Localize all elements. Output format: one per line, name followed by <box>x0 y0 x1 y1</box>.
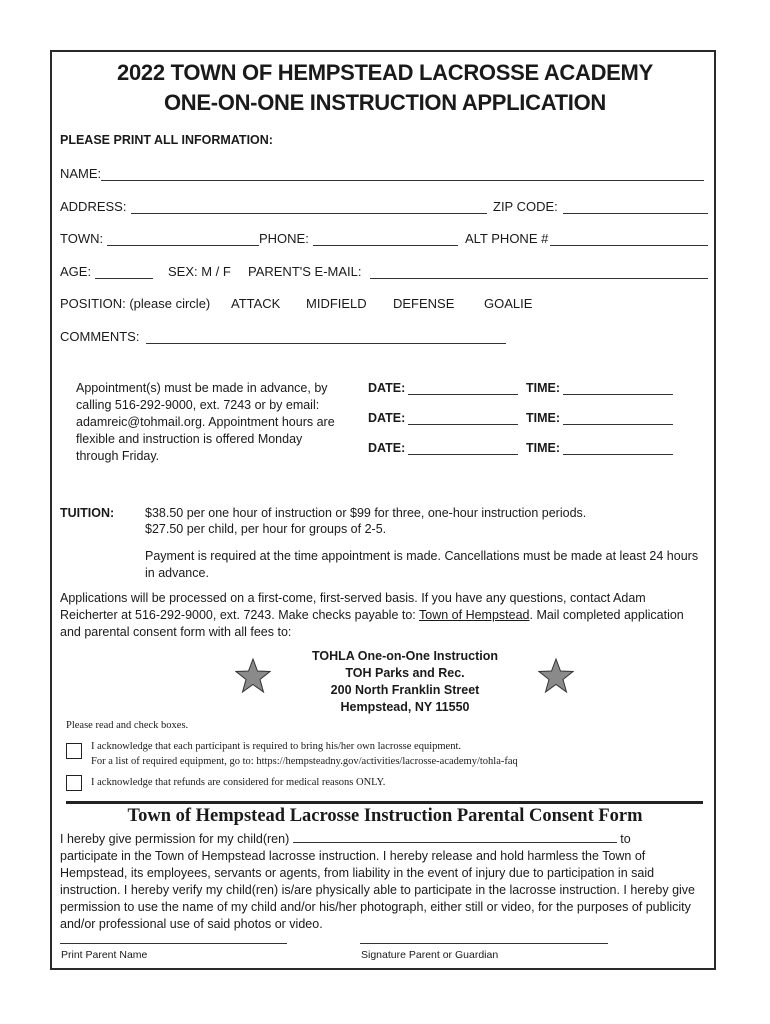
equipment-ack-text: I acknowledge that each participant is required to bring his/her own lacrosse equipment. <box>91 741 462 752</box>
date-field-1[interactable] <box>408 394 518 395</box>
applications-text-after: . Mail completed application and parental consent form with all fees to: <box>60 608 684 639</box>
mailing-line2: TOH Parks and Rec. <box>345 666 465 680</box>
date-field-3[interactable] <box>408 454 518 455</box>
position-goalie[interactable]: GOALIE <box>484 296 533 311</box>
position-label: POSITION: (please circle) <box>60 296 211 311</box>
phone-label: PHONE: <box>259 231 309 246</box>
star-icon <box>235 658 271 694</box>
mailing-line1: TOHLA One-on-One Instruction <box>311 649 499 663</box>
consent-title: Town of Hempstead Lacrosse Instruction Parental Consent Form <box>127 806 643 826</box>
signature-field[interactable] <box>360 943 608 944</box>
age-label: AGE: <box>60 264 92 279</box>
tuition-line1: $38.50 per one hour of instruction or $99 for three, one-hour instruction periods. <box>145 506 587 520</box>
date-label-2: DATE: <box>368 411 406 425</box>
mailing-line4: Hempstead, NY 11550 <box>340 700 470 714</box>
alt-phone-label: ALT PHONE # <box>465 231 549 246</box>
alt-phone-field[interactable] <box>550 245 708 246</box>
applications-text-before: Applications will be processed on a first-come, first-served basis. If you have any questions, contact Adam Reicherter at 516-292-9000, ext. 7243. Make checks payable to: <box>60 591 646 622</box>
address-field[interactable] <box>131 213 487 214</box>
parent-email-label: PARENT'S E-MAIL: <box>248 264 362 279</box>
town-field[interactable] <box>107 245 259 246</box>
time-field-3[interactable] <box>563 454 673 455</box>
tuition-line2: $27.50 per child, per hour for groups of 2-5. <box>145 522 387 536</box>
applications-text <box>60 590 700 641</box>
zip-field[interactable] <box>563 213 708 214</box>
date-field-2[interactable] <box>408 424 518 425</box>
signature-label: Signature Parent or Guardian <box>361 949 499 961</box>
payee-name: Town of Hempstead <box>419 608 530 622</box>
consent-lead-text: I hereby give permission for my child(ren) <box>60 832 290 846</box>
consent-body: participate in the Town of Hempstead lacrosse instruction. I hereby release and hold harmless the Town of Hempstead, its employees, servants or agents, from liability in the event of injury due to participation in said instruction. I hereby verify my child(ren) is/are physically able to participate in the lacrosse instruction. I hereby give permission to use the name of my child and/or his/her photograph, either still or video, for the purposes of publicity and/or professional use of said photos or video. <box>60 849 696 931</box>
equipment-link-text: For a list of required equipment, go to: https://hempsteadny.gov/activities/lacrosse-academy/tohla-faq <box>91 756 518 767</box>
print-parent-label: Print Parent Name <box>61 949 148 961</box>
appointment-info: Appointment(s) must be made in advance, by calling 516-292-9000, ext. 7243 or by email: adamreic@tohmail.org. Appointment hours are flexible and instruction is offered Monday through Friday. <box>76 381 335 463</box>
form-title-line2: ONE-ON-ONE INSTRUCTION APPLICATION <box>163 90 606 115</box>
refund-ack-text: I acknowledge that refunds are considered for medical reasons ONLY. <box>91 777 386 788</box>
time-field-2[interactable] <box>563 424 673 425</box>
mailing-line3: 200 North Franklin Street <box>330 683 480 697</box>
form-title-line1: 2022 TOWN OF HEMPSTEAD LACROSSE ACADEMY <box>117 60 653 85</box>
name-label: NAME: <box>60 166 102 181</box>
date-label-1: DATE: <box>368 381 406 395</box>
time-label-3: TIME: <box>526 441 561 455</box>
phone-field[interactable] <box>313 245 458 246</box>
children-name-field[interactable] <box>293 831 617 843</box>
comments-field[interactable] <box>146 343 506 344</box>
mailing-address <box>285 648 525 716</box>
checkbox-intro: Please read and check boxes. <box>66 720 189 731</box>
position-midfield[interactable]: MIDFIELD <box>306 296 367 311</box>
equipment-checkbox[interactable] <box>66 743 82 759</box>
consent-text <box>60 831 708 933</box>
town-label: TOWN: <box>60 231 104 246</box>
age-field[interactable] <box>95 278 153 279</box>
sex-label: SEX: M / F <box>168 264 231 279</box>
comments-label: COMMENTS: <box>60 329 140 344</box>
zip-label: ZIP CODE: <box>493 199 558 214</box>
time-label-1: TIME: <box>526 381 561 395</box>
star-icon <box>538 658 574 694</box>
name-field[interactable] <box>101 180 704 181</box>
print-parent-name-field[interactable] <box>60 943 287 944</box>
payment-notice: Payment is required at the time appointment is made. Cancellations must be made at least 24 hours in advance. <box>145 549 699 580</box>
parent-email-field[interactable] <box>370 278 708 279</box>
tuition-label: TUITION: <box>60 506 115 520</box>
consent-lead <box>60 831 708 848</box>
position-defense[interactable]: DEFENSE <box>393 296 455 311</box>
print-notice: PLEASE PRINT ALL INFORMATION: <box>60 133 273 147</box>
address-label: ADDRESS: <box>60 199 127 214</box>
time-field-1[interactable] <box>563 394 673 395</box>
date-label-3: DATE: <box>368 441 406 455</box>
section-divider <box>66 801 703 804</box>
time-label-2: TIME: <box>526 411 561 425</box>
refund-checkbox[interactable] <box>66 775 82 791</box>
consent-lead-end: to <box>620 832 631 846</box>
position-attack[interactable]: ATTACK <box>231 296 281 311</box>
